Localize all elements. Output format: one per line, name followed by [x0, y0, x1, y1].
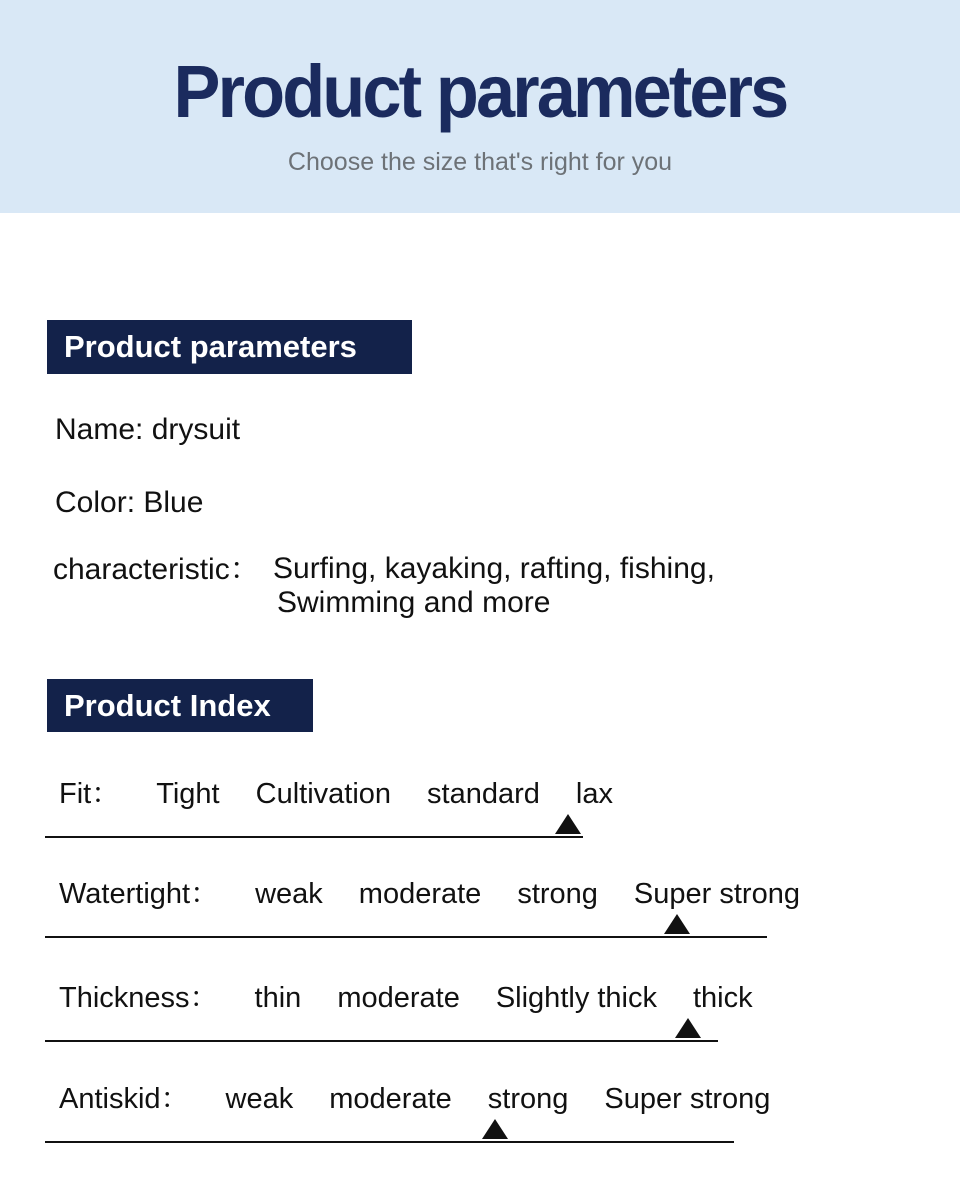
scale-row-antiskid [45, 1077, 771, 1143]
param-characteristic-value [273, 552, 715, 620]
param-row-name [55, 412, 240, 448]
scale-option: Cultivation [255, 778, 392, 810]
scale-option: Super strong [633, 878, 800, 910]
scale-text [59, 775, 613, 813]
triangle-marker-icon [482, 1119, 508, 1139]
scale-option: Tight [156, 778, 220, 810]
scale-row-watertight [45, 872, 800, 938]
section-heading-product-parameters [47, 320, 412, 374]
characteristic-line1: Surfing, kayaking, rafting, fishing, [273, 552, 715, 585]
param-characteristic-label: characteristic： [53, 553, 260, 586]
scale-label: Watertight： [59, 878, 220, 910]
scale-text [59, 1080, 771, 1118]
param-name-label: Name: [55, 413, 144, 446]
scale-option: thin [254, 982, 302, 1014]
scale-option: thick [693, 982, 753, 1014]
scale-option: Super strong [604, 1083, 771, 1115]
scale-option: moderate [358, 878, 482, 910]
scale-text [59, 979, 753, 1017]
triangle-marker-icon [555, 814, 581, 834]
section-heading-label: Product Index [64, 687, 271, 723]
scale-option: moderate [329, 1083, 452, 1115]
section-heading-label: Product parameters [64, 329, 357, 364]
triangle-marker-icon [675, 1018, 701, 1038]
page-title: Product parameters [173, 50, 787, 133]
scale-option: standard [427, 778, 540, 810]
section-heading-product-index [47, 679, 313, 732]
scale-option: strong [517, 878, 598, 910]
header-banner [0, 0, 960, 213]
triangle-marker-icon [664, 914, 690, 934]
scale-option: weak [255, 878, 323, 910]
scale-option: lax [575, 778, 613, 810]
page-subtitle: Choose the size that's right for you [287, 148, 673, 176]
param-row-color [55, 485, 203, 521]
scale-row-thickness [45, 976, 753, 1042]
characteristic-line2: Swimming and more [277, 586, 551, 619]
scale-label: Fit： [59, 778, 121, 810]
scale-label: Antiskid： [59, 1083, 190, 1115]
scale-label: Thickness： [59, 982, 219, 1014]
param-color-label: Color: [55, 486, 136, 519]
scale-row-fit [45, 772, 613, 838]
scale-option: strong [487, 1083, 569, 1115]
scale-option: weak [225, 1083, 294, 1115]
param-name-value: drysuit [151, 413, 241, 446]
scale-option: Slightly thick [495, 982, 657, 1014]
scale-text [59, 875, 800, 913]
param-color-value: Blue [143, 486, 204, 519]
scale-option: moderate [337, 982, 460, 1014]
